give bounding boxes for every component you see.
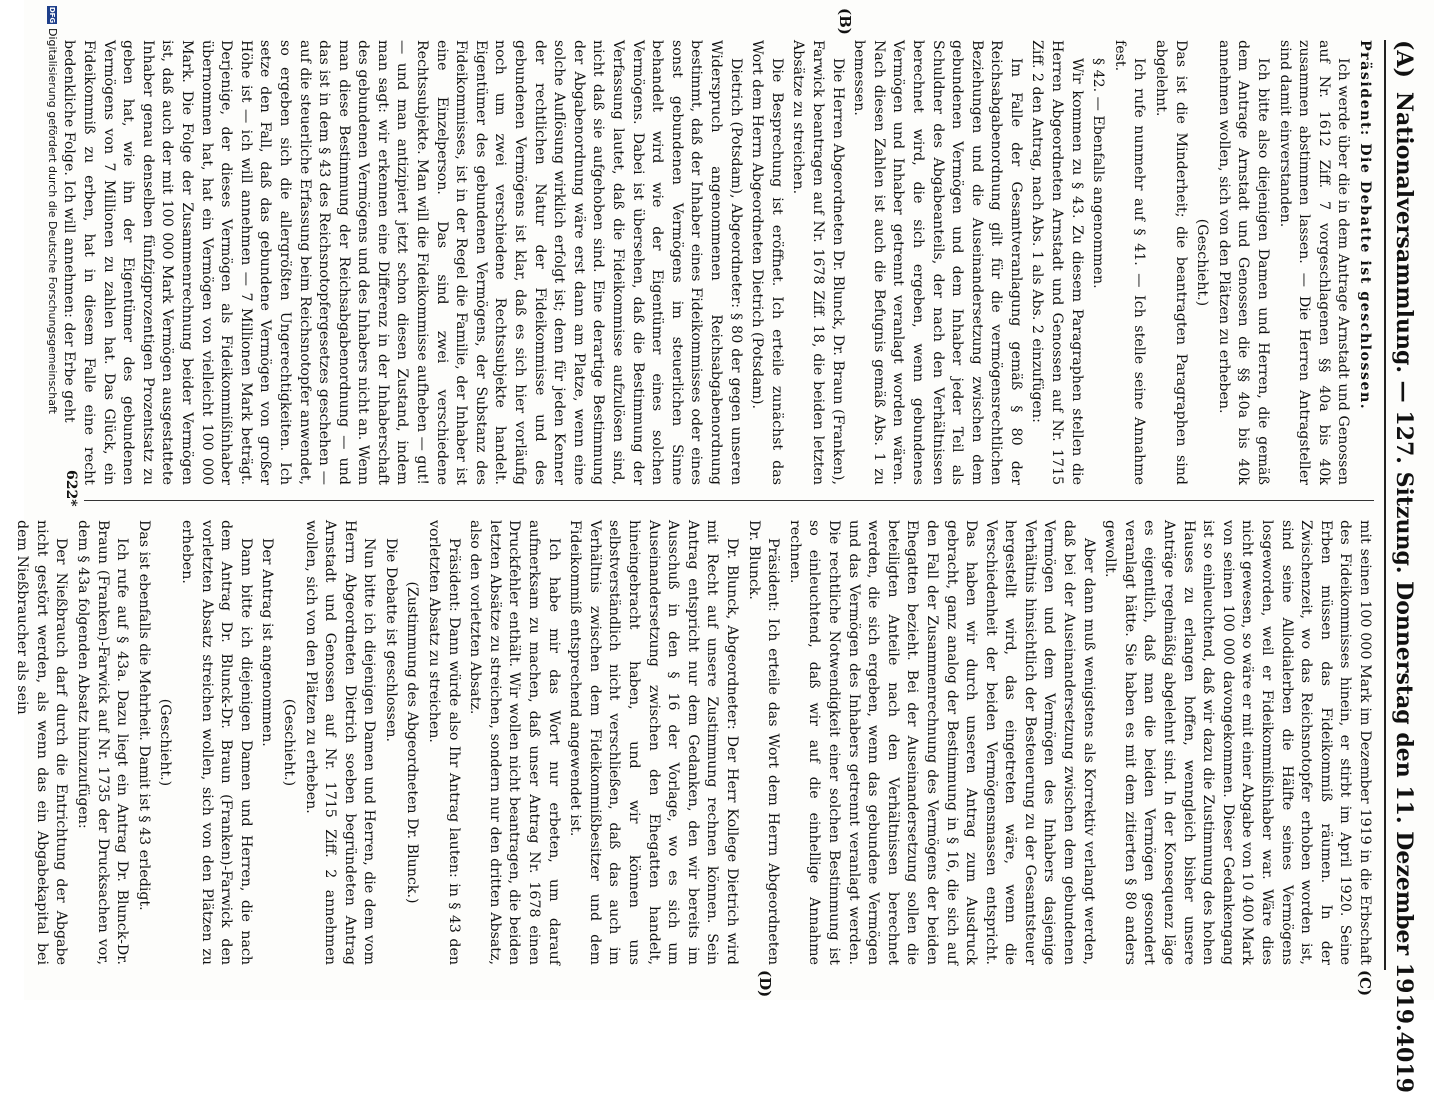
page-title: Nationalversammlung. — 127. Sitzung. Donnerstag den 11. Dezember 1919.: [1391, 91, 1417, 1032]
paragraph: Dann bitte ich diejenigen Damen und Herren, die nach dem Antrag Dr. Blunck-Dr. Braun (Franken)-Farwick den vorletzten Absatz streichen wollen, sich von den Plätzen zu erheben.: [178, 520, 254, 965]
paragraph: Ich bitte also diejenigen Damen und Herren, die gemäß dem Antrage Arnstadt und Genossen die §§ 40a bis 40k annehmen wollen, sich von den Plätzen zu erheben.: [1215, 40, 1272, 485]
paragraph: Die Besprechung ist eröffnet. Ich erteile zunächst das Wort dem Herrn Abgeordneten Dietrich (Potsdam).: [749, 40, 785, 485]
paragraph: Präsident: Dann würde also Ihr Antrag lauten: in § 43 den vorletzten Absatz zu streichen.: [426, 520, 462, 965]
margin-marker-c: (C): [1356, 970, 1374, 997]
paragraph: Nun bitte ich diejenigen Damen und Herren, die dem vom Herrn Abgeordneten Dietrich soeben begründeten Antrag Arnstadt und Genossen auf Nr. 1715 Ziff. 2 annehmen wollen, sich von den Plätzen zu erheben.: [302, 520, 378, 965]
speech-dietrich: Dietrich (Potsdam), Abgeordneter: § 80 der gegen unseren Widerspruch angenommenen Reichsabgabenordnung bestimmt, daß der Inhaber eines Fideikommisses oder eines sonst gebundenen Vermögens im steuerlichen Sinne behandelt wird wie der Eigentümer eines solchen Vermögens. Dabei ist übersehen, daß die Bestimmung der Verfassung lautet, daß die Fideikommisse aufzulösen sind, nicht daß sie aufgehoben sind. Eine derartige Bestimmung der Abgabenordnung wäre erst dann am Platze, wenn eine solche Auflösung wirklich erfolgt ist; denn für jeden Kenner der rechtlichen Natur der Fideikommisse und des gebundenen Vermögens ist klar, daß es sich hier vorläufig noch um zwei verschiedene Rechtssubjekte handelt. Eigentümer des gebundenen Vermögens, der Substanz des Fideikommisses, ist in der Regel die Familie, der Inhaber ist eine Einzelperson. Das sind zwei verschiedene Rechtssubjekte. Man will die Fideikommisse aufheben — gut! — und man antizipiert jetzt schon diesen Zustand, indem man sagt: wir erkennen eine Differenz in der Inhaberschaft des gebundenen Vermögens und des Inhabers nicht an. Wenn man diese Bestimmung der Reichsabgabenordnung — und das ist in dem § 43 des Reichsnotopfergesetzes geschehen — auf die steuerliche Erfassung beim Reichsnotopfer anwendet, so ergeben sich die allergrößten Ungerechtigkeiten. Ich setze den Fall, daß das gebundene Vermögen von großer Höhe ist — ich will annehmen — 7 Millionen Mark beträgt. Derjenige, der dieses Vermögen als Fideikommißinhaber übernommen hat, hat ein Vermögen von vielleicht 100 000 Mark. Die Folge der Zusammenrechnung beider Vermögen ist, daß auch der mit 100 000 Mark Vermögen ausgestattete Inhaber genau denselben fünfzigprozentigen Prozentsatz zu geben hat, wie ihn der Eigentümer des gebundenen Vermögens von 7 Millionen zu zahlen hat. Das Glück, ein Fideikommiß zu erben, hat in diesem Falle eine recht bedenkliche Folge. Ich will annehmen: der Erbe geht: [61, 40, 744, 485]
margin-marker-a: (A): [1391, 40, 1417, 78]
quoted-motion: Im Falle der Gesamtveranlagung gemäß § 80 der Reichsabgabenordnung gilt für die vermögensrechtlichen Beziehungen und die Auseinandersetzung zwischen dem gebundenen Vermögen und dem Inhaber jeder Teil als Schuldner des Abgabeanteils, der nach den Verhältnissen berechnet wird, die sich ergeben, wenn gebundenes Vermögen und Inhaber getrennt veranlagt worden wären. Nach diesen Zahlen ist auch die Befugnis gemäß Abs. 1 zu bemessen.: [851, 40, 1024, 485]
quoted-motion: Der Nießbrauch darf durch die Entrichtung der Abgabe nicht gestört werden, als wenn das ein Abgabekapital bei dem Nießbraucher als sein: [14, 520, 70, 965]
paragraph: Wir kommen zu § 43. Zu diesem Paragraphen stellen die Herren Abgeordneten Arnstadt und Genossen auf Nr. 1715 Ziff. 2 den Antrag, nach Abs. 1 als Abs. 2 einzufügen:: [1029, 40, 1085, 485]
paragraph: Ich rufe auf § 43a. Dazu liegt ein Antrag Dr. Blunck-Dr. Braun (Franken)-Farwick auf Nr. 1735 der Drucksachen vor, dem § 43a folgenden Absatz hinzuzufügen:: [75, 520, 131, 965]
paragraph: Die Herren Abgeordneten Dr. Blunck, Dr. Braun (Franken), Farwick beantragen auf Nr. 1678 Ziff. 18, die beiden letzten Absätze zu streichen.: [790, 40, 846, 485]
page-number: 4019: [1391, 1031, 1417, 1093]
paragraph: Die Debatte ist geschlossen.: [382, 538, 399, 742]
text-column-left: [61, 40, 1374, 485]
page-header: [1384, 40, 1422, 1093]
paragraph: mit seinen 100 000 Mark im Dezember 1919 in die Erbschaft des Fideikommisses hinein, er stirbt im April 1920. Seine Erben müssen das Fideikommiß räumen. In der Zwischenzeit, wo das Reichsnotopfer erhoben worden ist, sind seine Allodialerben die Hälfte seines Vermögens losgeworden, weil er Fideikommißinhaber war. Wäre dies nicht gewesen, so wäre er mit einer Abgabe von 10 400 Mark von seinen 100 000 davongekommen. Dieser Gedankengang ist so einleuchtend, daß wir dazu die Zustimmung des hohen Hauses zu erlangen hoffen, wenngleich bisher unsere Anträge regelmäßig abgelehnt sind. In der Konsequenz läge es eigentlich, daß man die beiden Vermögen gesondert veranlagt hätte. Sie haben es mit dem zitierten § 80 anders gewollt.: [1102, 520, 1373, 965]
paragraph: Ich rufe nunmehr auf § 41. — Ich stelle seine Annahme fest.: [1111, 40, 1148, 485]
column-divider: [84, 500, 1374, 501]
stage-direction: (Geschieht.): [280, 698, 297, 787]
paragraph: [1354, 40, 1374, 485]
text-column-right: [14, 520, 1374, 965]
paragraph: Ich werde über die in dem Antrage Arnstadt und Genossen auf Nr. 1612 Ziff. 7 vorgeschlagenen §§ 40a bis 40k zusammen abstimmen lassen. — Die Herren Antragsteller sind damit einverstanden.: [1276, 40, 1352, 485]
document-page: [14, 0, 1434, 1093]
stage-direction: (Geschieht.): [157, 698, 174, 787]
paragraph: § 42. — Ebenfalls angenommen.: [1090, 58, 1107, 289]
paragraph: Präsident: Ich erteile das Wort dem Herrn Abgeordneten Dr. Blunck.: [745, 520, 782, 965]
stage-direction: (Geschieht.): [1194, 218, 1211, 307]
paragraph: Das ist ebenfalls die Mehrheit. Damit ist § 43 erledigt.: [135, 520, 152, 911]
credit-text: Digitalisierung gefördert durch die Deutsche Forschungsgemeinschaft: [46, 28, 59, 414]
stage-direction: (Zustimmung des Abgeordneten Dr. Blunck.): [404, 581, 421, 904]
margin-marker-b: (B): [836, 8, 854, 35]
paragraph: Der Antrag ist angenommen.: [259, 538, 276, 747]
dfg-logo-icon: DFG: [48, 6, 57, 24]
digitization-credit: [46, 0, 59, 1006]
paragraph: Das ist die Minderheit; die beantragten Paragraphen sind abgelehnt.: [1153, 40, 1189, 485]
paragraph: Aber dann muß wenigstens als Korrektiv verlangt werden, daß bei der Auseinandersetzung zwischen dem gebundenen Vermögen und dem Vermögen des Inhabers dasjenige Verhältnis hinsichtlich der Besteuerung zu der Gesamtsteuer hergestellt wird, das eingetreten wäre, wenn die Verschiedenheit der beiden Vermögensmassen entspricht. Das haben wir durch unseren Antrag zum Ausdruck gebracht, ganz analog der Bestimmung in § 16, die sich auf den Fall der Zusammenrechnung des Vermögens der beiden Ehegatten bezieht. Bei der Auseinandersetzung sollen die beteiligten Anteile nach den Verhältnissen berechnet werden, die sich ergeben, wenn das gebundene Vermögen und das Vermögen des Inhabers getrennt veranlagt werden. Die rechtliche Notwendigkeit einer solchen Bestimmung ist so einleuchtend, daß wir auf die einhellige Annahme rechnen.: [786, 520, 1097, 965]
page-signature: 622*: [63, 470, 79, 507]
speaker-text: Präsident: Die Debatte ist geschlossen.: [1357, 40, 1373, 411]
margin-marker-d: (D): [756, 970, 774, 998]
paragraph: Ich habe mir das Wort nur erbeten, um darauf aufmerksam zu machen, daß unser Antrag Nr. 1678 einen Druckfehler enthält. Wir wollen nicht beantragen, die beiden letzten Absätze zu streichen, sondern nur den dritten Absatz, also den vorletzten Absatz.: [467, 520, 562, 965]
speech-blunck: Dr. Blunck, Abgeordneter: Der Herr Kollege Dietrich wird mit Recht auf unsere Zustimmung rechnen können. Sein Antrag entspricht nur dem Gedanken, den wir bereits im Ausschuß in den § 16 der Vorlage, wo es sich um Auseinandersetzung zwischen den Ehegatten handelt, hineingebracht haben, und wir können uns selbstverständlich nicht verschließen, daß das auch im Verhältnis zwischen dem Fideikommißbesitzer und dem Fideikommiß entsprechend angewendet ist.: [567, 520, 740, 965]
